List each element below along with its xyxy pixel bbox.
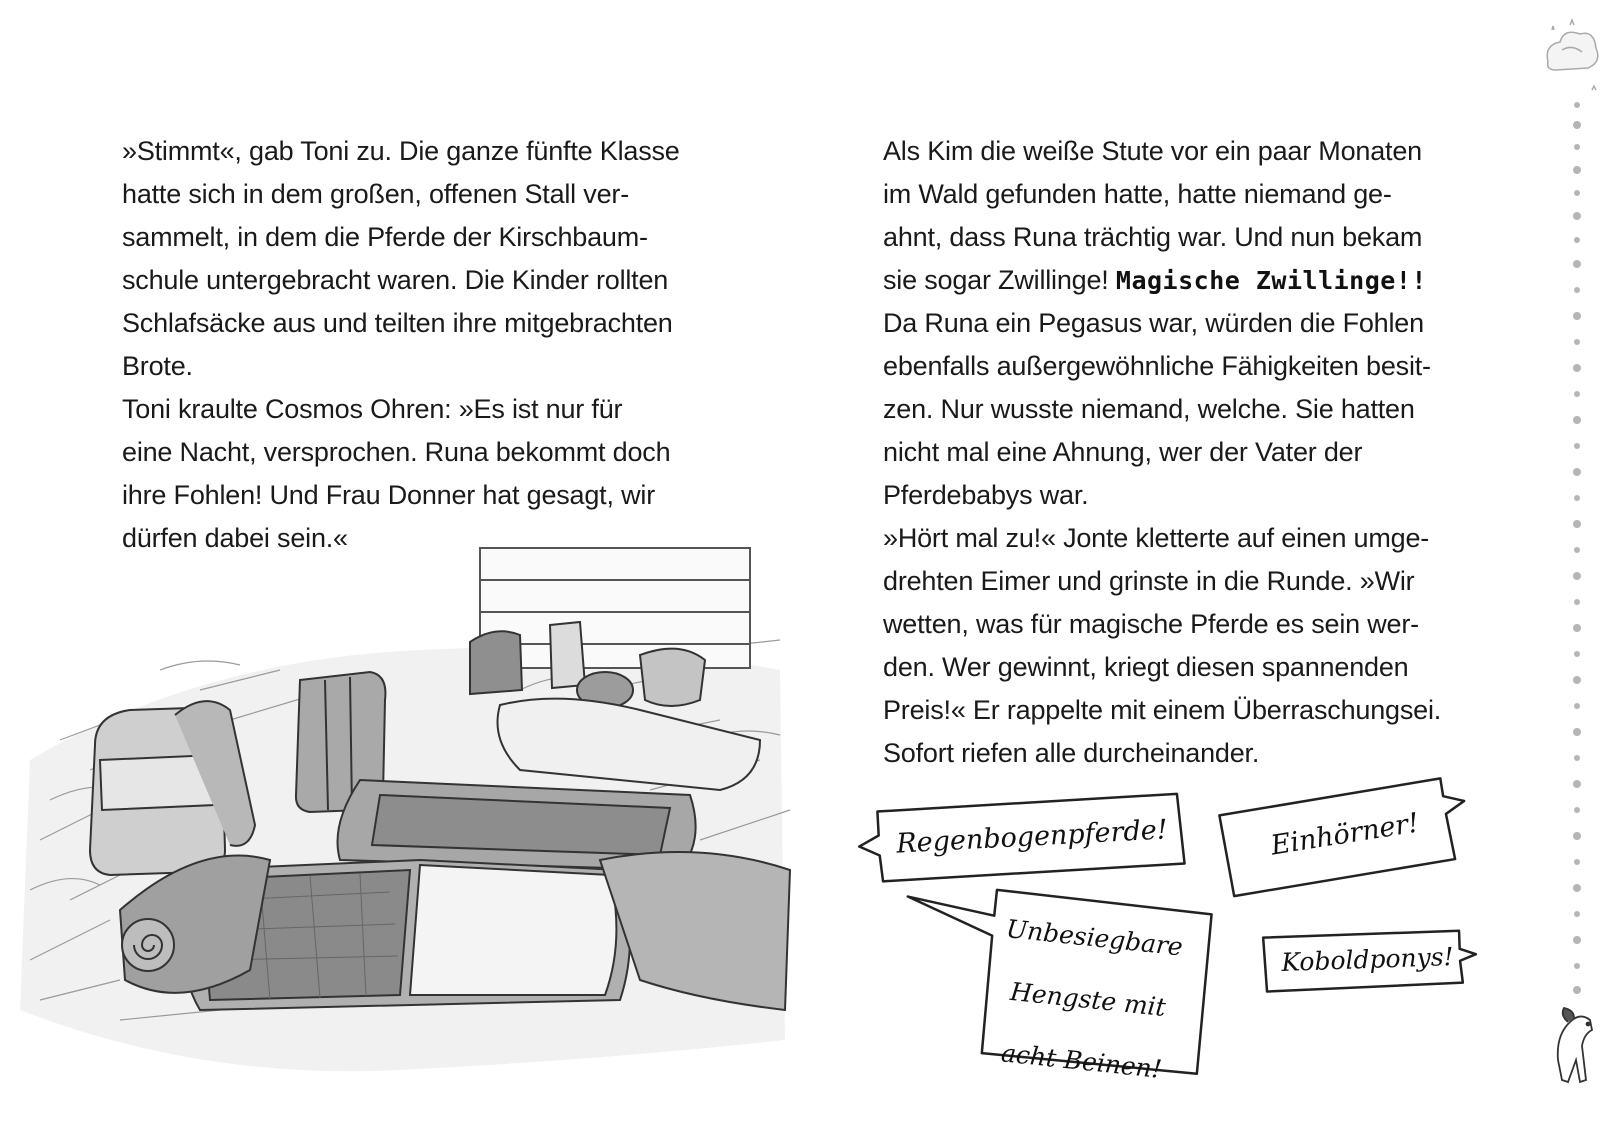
text-line: dürfen dabei sein.«: [122, 523, 348, 553]
text-line: hatte sich in dem großen, offenen Stall ver-: [122, 179, 629, 209]
text-line: nicht mal eine Ahnung, wer der Vater der: [883, 437, 1363, 467]
text-line: Schlafsäcke aus und teilten ihre mitgebrachten: [122, 308, 673, 338]
text-line: im Wald gefunden hatte, hatte niemand ge-: [883, 179, 1392, 209]
text-line: zen. Nur wusste niemand, welche. Sie hatten: [883, 394, 1415, 424]
text-line: ihre Fohlen! Und Frau Donner hat gesagt, wir: [122, 480, 655, 510]
speech-bubble-unbesiegbare-hengste: [942, 882, 1218, 1084]
text-line: ebenfalls außergewöhnliche Fähigkeiten besit-: [883, 351, 1431, 381]
bubble-text: Koboldponys!: [1280, 942, 1455, 977]
text-line: Sofort riefen alle durcheinander.: [883, 738, 1260, 768]
bubble-text-line: acht Beinen!: [999, 1038, 1164, 1084]
text-line-emphasis: [883, 259, 1563, 302]
text-line: eine Nacht, versprochen. Runa bekommt doch: [122, 437, 671, 467]
text-line: schule untergebracht waren. Die Kinder rollten: [122, 265, 669, 295]
speech-bubble-koboldponys: [1259, 926, 1476, 993]
margin-decoration: [1540, 0, 1600, 1131]
text-line: Pferdebabys war.: [883, 480, 1089, 510]
bubble-text-line: Unbesiegbare: [1004, 914, 1185, 962]
magic-twins-emphasis: Magische Zwillinge!!: [1115, 266, 1427, 295]
cloud-icon: [1547, 20, 1598, 90]
text-line: ahnt, dass Runa trächtig war. Und nun bekam: [883, 222, 1423, 252]
line-prefix: sie sogar Zwillinge!: [883, 265, 1116, 295]
right-page: [800, 0, 1600, 1131]
text-line: wetten, was für magische Pferde es sein wer-: [883, 609, 1419, 639]
text-line: Toni kraulte Cosmos Ohren: »Es ist nur für: [122, 394, 623, 424]
text-line: drehten Eimer und grinste in die Runde. »Wir: [883, 566, 1415, 596]
right-page-text: [883, 130, 1563, 775]
bubble-text: Einhörner!: [1268, 807, 1422, 862]
dotted-line: [1573, 102, 1581, 994]
pony-icon: [1558, 1008, 1592, 1082]
bubble-text: Regenbogenpferde!: [895, 814, 1169, 860]
speech-bubble-regenbogenpferde: [855, 789, 1189, 886]
left-page-text: [122, 130, 722, 560]
text-line: Da Runa ein Pegasus war, würden die Fohlen: [883, 308, 1424, 338]
text-line: »Hört mal zu!« Jonte kletterte auf einen umge-: [883, 523, 1430, 553]
text-line: Brote.: [122, 351, 193, 381]
text-line: Preis!« Er rappelte mit einem Überraschungsei.: [883, 695, 1442, 725]
bubble-text-line: Hengste mit: [1008, 976, 1168, 1023]
stable-sleeping-bags-illustration: [0, 540, 800, 1100]
text-line: sammelt, in dem die Pferde der Kirschbaum-: [122, 222, 648, 252]
text-line: Als Kim die weiße Stute vor ein paar Monaten: [883, 136, 1422, 166]
text-line: den. Wer gewinnt, kriegt diesen spannenden: [883, 652, 1409, 682]
text-line: »Stimmt«, gab Toni zu. Die ganze fünfte Klasse: [122, 136, 680, 166]
speech-bubble-einhoerner: [1214, 771, 1475, 899]
